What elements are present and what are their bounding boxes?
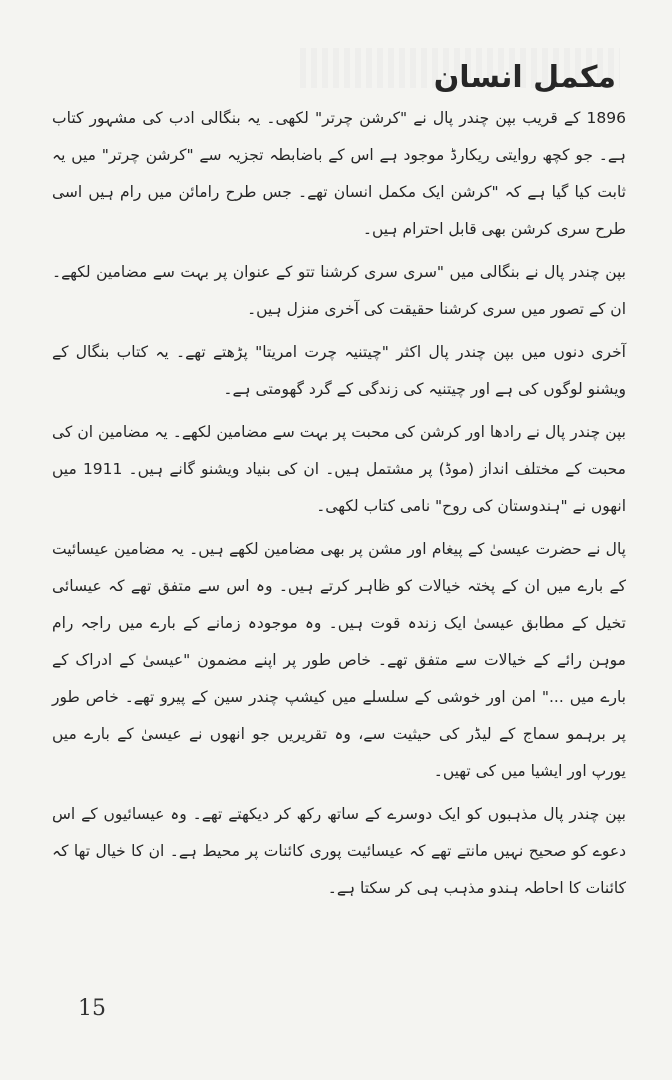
paragraph-5: پال نے حضرت عیسیٰ کے پیغام اور مشن پر بھی مضامین لکھے ہیں۔ یہ مضامین عیسائیت کے بارے میں ان کے پختہ خیالات کو ظاہر کرتے ہیں۔ وہ اس سے متفق تھے کہ عیسائی تخیل کے مطابق عیسیٰ ایک زندہ قوت ہیں۔ وہ موجودہ زمانے کے بارے میں راجہ رام موہن رائے کے خیالات سے متفق تھے۔ خاص طور پر اپنے مضمون "عیسیٰ کے ادراک کے بارے میں ..." امن اور خوشی کے سلسلے میں کیشپ چندر سین کے پیرو تھے۔ خاص طور پر برہمو سماج کے لیڈر کی حیثیت سے، وہ تقریریں جو انھوں نے عیسیٰ کے بارے میں یورپ اور ایشیا میں کی تھیں۔ xyxy=(52,540,626,780)
paragraph-4: بپن چندر پال نے رادھا اور کرشن کی محبت پر بہت سے مضامین لکھے۔ یہ مضامین ان کی محبت کے مختلف انداز (موڈ) پر مشتمل ہیں۔ ان کی بنیاد ویشنو گانے ہیں۔ 1911 میں انھوں نے "ہندوستان کی روح" نامی کتاب لکھی۔ xyxy=(52,423,626,515)
paragraph-1: 1896 کے قریب بپن چندر پال نے "کرشن چرتر" لکھی۔ یہ بنگالی ادب کی مشہور کتاب ہے۔ جو کچھ روایتی ریکارڈ موجود ہے اس کے باضابطہ تجزیہ سے "کرشن چرتر" میں یہ ثابت کیا گیا ہے کہ "کرشن ایک مکمل انسان تھے۔ جس طرح رامائن میں رام ہیں اسی طرح سری کرشن بھی قابل احترام ہیں۔ xyxy=(52,109,626,238)
paragraph-2: بپن چندر پال نے بنگالی میں "سری سری کرشنا تتو کے عنوان پر بہت سے مضامین لکھے۔ ان کے تصور میں سری کرشنا حقیقت کی آخری منزل ہیں۔ xyxy=(52,263,626,318)
paragraph-6: بپن چندر پال مذہبوں کو ایک دوسرے کے ساتھ رکھ کر دیکھتے تھے۔ وہ عیسائیوں کے اس دعوے کو صحیح نہیں مانتے تھے کہ عیسائیت پوری کائنات پر محیط ہے۔ ان کا خیال تھا کہ کائنات کا احاطہ ہندو مذہب ہی کر سکتا ہے۔ xyxy=(52,805,626,897)
body-text xyxy=(52,100,626,913)
chapter-title: مکمل انسان xyxy=(433,60,616,96)
paragraph-3: آخری دنوں میں بپن چندر پال اکثر "چیتنیہ چرت امریتا" پڑھتے تھے۔ یہ کتاب بنگال کے ویشنو لوگوں کی ہے اور چیتنیہ کی زندگی کے گرد گھومتی ہے۔ xyxy=(52,343,626,398)
page-number: 15 xyxy=(78,996,106,1021)
